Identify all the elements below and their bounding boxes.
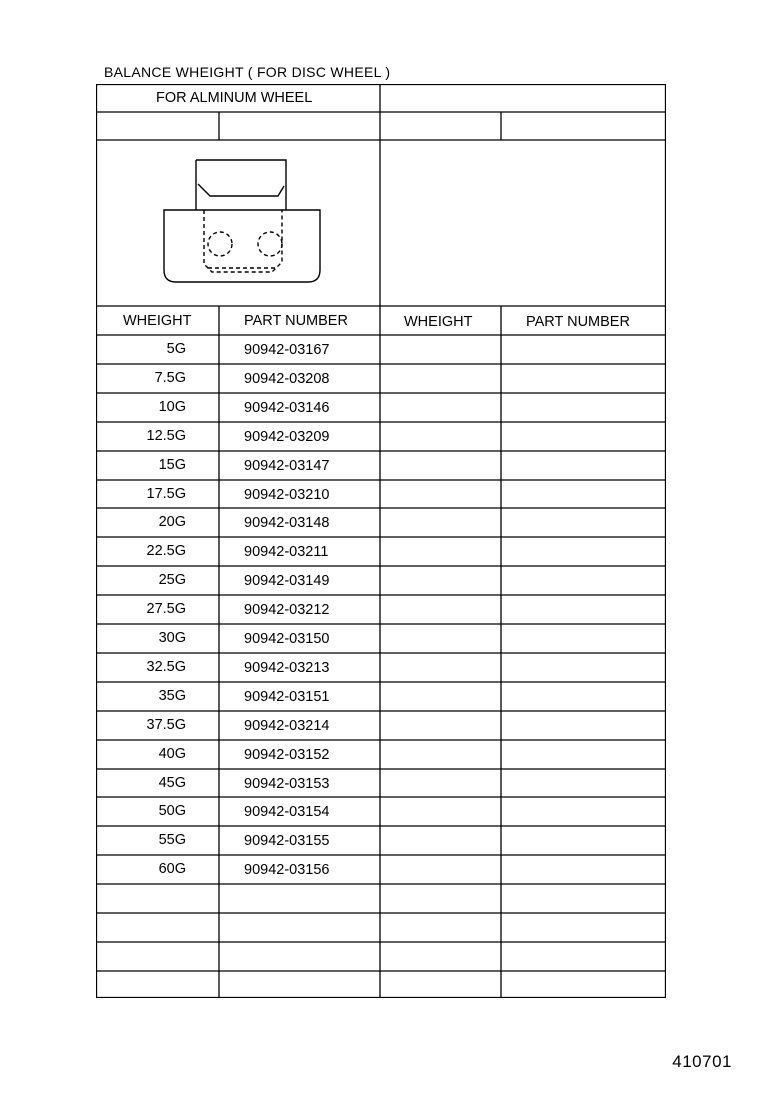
part-number-cell: 90942-03152 [244,746,330,763]
document-code: 410701 [672,1052,732,1071]
weight-cell: 10G [158,398,186,415]
weight-cell: 32.5G [146,658,186,675]
part-number-cell: 90942-03150 [244,631,330,647]
part-number-cell: 90942-03146 [244,399,330,416]
weight-cell: 15G [158,456,186,473]
weight-cell: 25G [158,572,186,589]
part-number-cell: 90942-03210 [244,486,330,503]
weight-cell: 40G [158,745,186,762]
part-number-cell: 90942-03153 [244,775,330,792]
weight-cell: 45G [158,774,186,791]
part-number-cell: 90942-03147 [244,457,330,474]
column-header-weight-left: WHEIGHT [123,313,192,329]
weight-cell: 37.5G [146,716,186,733]
column-header-part-left: PART NUMBER [244,313,348,329]
weight-cell: 17.5G [146,485,186,502]
weight-cell: 30G [158,630,186,646]
part-number-cell: 90942-03167 [244,342,330,358]
weight-cell: 60G [158,861,186,878]
part-number-cell: 90942-03214 [244,717,330,734]
column-header-weight-right: WHEIGHT [404,314,473,330]
weight-cell: 20G [158,514,186,531]
weight-cell: 5G [166,341,186,357]
part-number-cell: 90942-03156 [244,862,330,879]
weight-cell: 35G [158,687,186,704]
part-number-cell: 90942-03211 [244,544,329,561]
part-number-cell: 90942-03209 [244,428,330,445]
weight-cell: 12.5G [146,427,186,444]
part-number-cell: 90942-03208 [244,370,330,387]
document-title: BALANCE WHEIGHT ( FOR DISC WHEEL ) [104,64,391,80]
weight-cell: 50G [158,803,186,820]
part-number-cell: 90942-03149 [244,573,330,590]
weight-cell: 7.5G [154,369,186,386]
left-section-header: FOR ALMINUM WHEEL [156,90,313,106]
balance-weight-drawing [160,158,324,286]
weight-cell: 22.5G [146,543,186,560]
part-number-cell: 90942-03155 [244,833,330,850]
column-header-part-right: PART NUMBER [526,314,630,330]
part-number-cell: 90942-03154 [244,804,330,821]
part-number-cell: 90942-03212 [244,602,330,619]
weight-cell: 27.5G [146,601,186,618]
part-number-cell: 90942-03151 [244,688,330,705]
part-number-cell: 90942-03148 [244,515,330,532]
part-number-cell: 90942-03213 [244,659,330,676]
parts-table [96,84,666,998]
weight-cell: 55G [158,832,186,849]
